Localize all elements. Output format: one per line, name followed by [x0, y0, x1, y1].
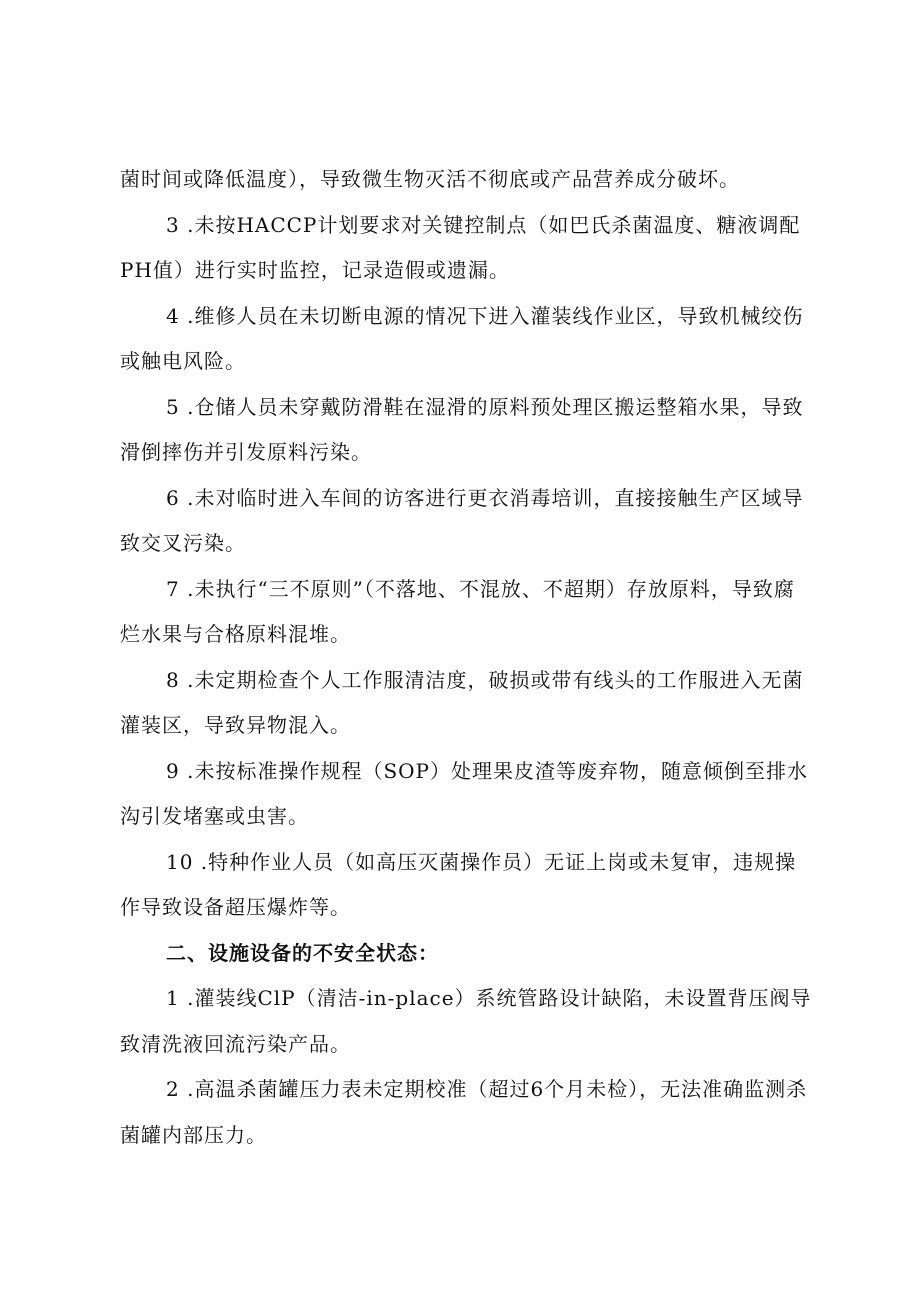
list-item-6: 6 .未对临时进入车间的访客进行更衣消毒培训，直接接触生产区域导致交叉污染。	[120, 485, 804, 555]
section-heading: 二、设施设备的不安全状态：	[166, 940, 439, 965]
list-item-7: 7 .未执行“三不原则”（不落地、不混放、不超期）存放原料，导致腐烂水果与合格原料混堆。	[120, 576, 795, 646]
list-item-4: 4 .维修人员在未切断电源的情况下进入灌装线作业区，导致机械绞伤或触电风险。	[120, 303, 804, 373]
list-item-9: 9 .未按标准操作规程（SOP）处理果皮渣等废弃物，随意倾倒至排水沟引发堵塞或虫害。	[120, 758, 808, 828]
list-item-1: 1 .灌装线ClP（清洁-in-place）系统管路设计缺陷，未设置背压阀导致清洗液回流污染产品。	[120, 986, 812, 1056]
paragraph-continuation: 菌时间或降低温度），导致微生物灭活不彻底或产品营养成分破坏。	[120, 167, 740, 191]
list-item-3: 3 .未按HACCP计划要求对关键控制点（如巴氏杀菌温度、糖液调配PH值）进行实时监控，记录造假或遗漏。	[120, 212, 801, 282]
list-item-2: 2 .高温杀菌罐压力表未定期校准（超过6个月未检），无法准确监测杀菌罐内部压力。	[120, 1077, 808, 1147]
list-item-10: 10 .特种作业人员（如高压灭菌操作员）无证上岗或未复审，违规操作导致设备超压爆炸等。	[120, 849, 797, 919]
document-body	[120, 157, 815, 1158]
list-item-8: 8 .未定期检查个人工作服清洁度，破损或带有线头的工作服进入无菌灌装区，导致异物混入。	[120, 667, 804, 737]
list-item-5: 5 .仓储人员未穿戴防滑鞋在湿滑的原料预处理区搬运整箱水果，导致滑倒摔伤并引发原料污染。	[120, 394, 804, 464]
